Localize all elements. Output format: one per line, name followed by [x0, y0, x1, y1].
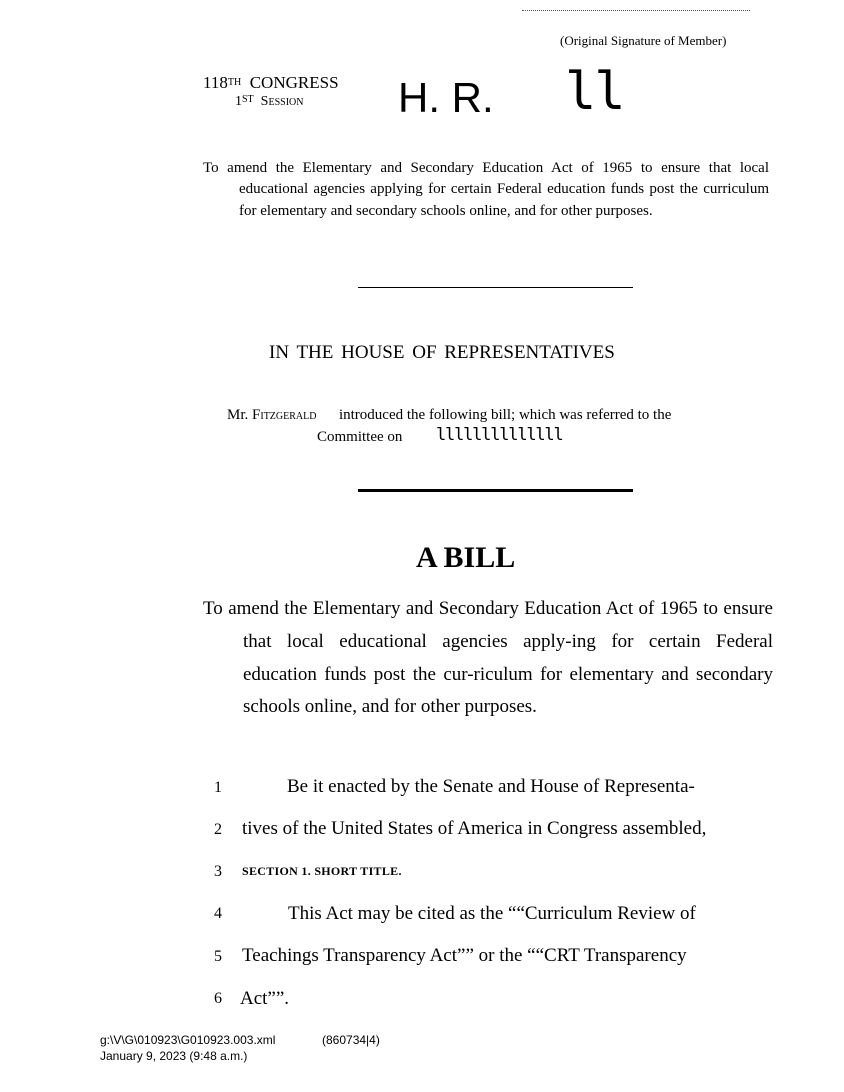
introduction-text: introduced the following bill; which was referred to the	[338, 407, 672, 423]
committee-blank: llllllllllllll	[436, 425, 563, 445]
divider-rule-thick	[358, 489, 633, 492]
footer-path: g:\V\G\010923\G010923.003.xml	[100, 1033, 276, 1047]
bill-purpose: To amend the Elementary and Secondary Education Act of 1965 to ensure that local educational agencies apply-ing for certain Federal education funds post the cur-riculum for elementary and secondary schools online, and for other purposes.	[203, 598, 773, 718]
bill-heading: A BILL	[416, 541, 516, 574]
footer-date: January 9, 2023 (9:48 a.m.)	[100, 1049, 248, 1063]
session-initial: S	[260, 94, 269, 109]
divider-rule	[358, 287, 633, 288]
line-number: 5	[214, 948, 222, 965]
session-suffix: ST	[242, 94, 254, 105]
footer-code: (860734|4)	[322, 1033, 380, 1047]
bill-number: ll	[565, 62, 624, 122]
bill-text-line: Act””.	[240, 988, 290, 1009]
congress-word: CONGRESS	[249, 73, 339, 92]
congress-number: 118	[203, 73, 228, 92]
session-label	[235, 94, 303, 110]
introduction-line	[227, 407, 671, 424]
line-number: 3	[214, 863, 222, 880]
sponsor-title: Mr. F	[227, 407, 261, 423]
sponsor-name: ITZGERALD	[260, 411, 317, 422]
session-number: 1	[235, 94, 242, 109]
congress-suffix: TH	[227, 77, 242, 88]
committee-label: Committee on	[317, 429, 403, 445]
session-rest: ESSION	[268, 97, 304, 108]
congress-label	[203, 73, 339, 93]
bill-text-line: This Act may be cited as the ““Curriculum Review of	[288, 903, 696, 924]
line-number: 1	[214, 779, 222, 796]
line-number: 2	[214, 821, 222, 838]
bill-text-line: Be it enacted by the Senate and House of Representa-	[287, 776, 695, 797]
section-heading: SECTION 1. SHORT TITLE.	[242, 864, 402, 878]
bill-summary: To amend the Elementary and Secondary Education Act of 1965 to ensure that local educational agencies applying for certain Federal education funds post the curriculum for elementary and secondary schools online, and for other purposes.	[203, 160, 769, 219]
chamber-heading: IN THE HOUSE OF REPRESENTATIVES	[269, 342, 615, 363]
line-number: 4	[214, 905, 222, 922]
bill-prefix: H. R.	[398, 74, 494, 121]
signature-caption: (Original Signature of Member)	[560, 33, 727, 48]
bill-text-line: Teachings Transparency Act”” or the ““CRT Transparency	[242, 945, 687, 966]
line-number: 6	[214, 990, 222, 1007]
signature-line	[522, 10, 750, 11]
bill-text-line: tives of the United States of America in Congress assembled,	[242, 818, 707, 839]
